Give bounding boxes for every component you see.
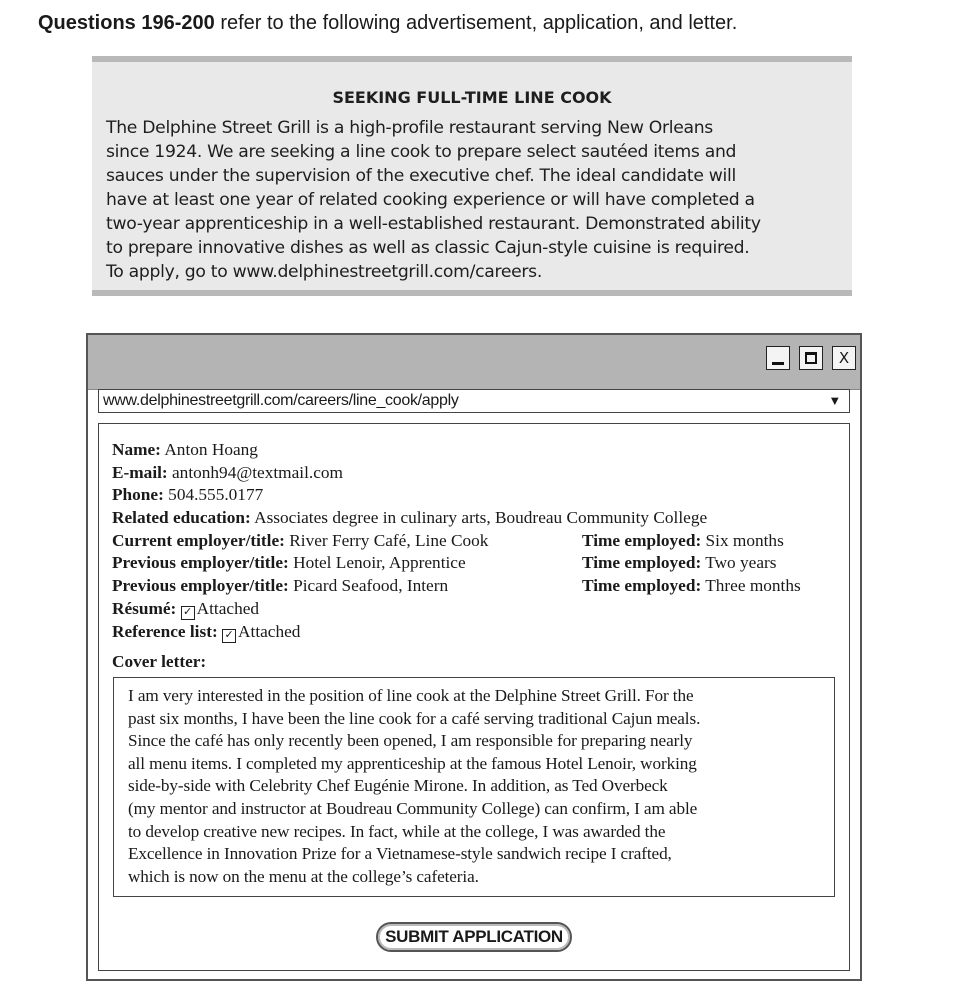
advertisement-top-rule bbox=[92, 56, 852, 62]
employer-value: Hotel Lenoir, Apprentice bbox=[293, 553, 466, 573]
advertisement-title: SEEKING FULL-TIME LINE COOK bbox=[332, 88, 612, 107]
minimize-icon[interactable] bbox=[766, 346, 790, 370]
advertisement-line: have at least one year of related cooking experience or will have completed a bbox=[106, 190, 755, 210]
url-text: www.delphinestreetgrill.com/careers/line_cook/apply bbox=[103, 392, 459, 409]
time-employed-label: Time employed: bbox=[582, 530, 702, 550]
phone-label: Phone: bbox=[112, 485, 164, 505]
cover-letter-line: I am very interested in the position of line cook at the Delphine Street Grill. For the bbox=[128, 686, 694, 705]
time-employed-value: Two years bbox=[705, 553, 777, 573]
education-label: Related education: bbox=[112, 508, 251, 528]
cover-letter-line: (my mentor and instructor at Boudreau Community College) can confirm, I am able bbox=[128, 798, 698, 818]
reference-value: Attached bbox=[238, 621, 301, 641]
name-row bbox=[112, 439, 852, 462]
time-employed-value: Six months bbox=[705, 530, 784, 550]
cover-letter-line: which is now on the menu at the college’s cafeteria. bbox=[128, 866, 479, 886]
employer-label: Previous employer/title: bbox=[112, 553, 289, 573]
phone-value: 504.555.0177 bbox=[168, 485, 264, 505]
employment-row-previous bbox=[112, 575, 852, 598]
advertisement-line: sauces under the supervision of the executive chef. The ideal candidate will bbox=[106, 166, 736, 186]
email-row bbox=[112, 462, 852, 485]
employer-label: Current employer/title: bbox=[112, 530, 285, 550]
checkbox-checked-icon: ✓ bbox=[222, 629, 236, 643]
time-employed bbox=[582, 575, 801, 598]
application-fields bbox=[112, 439, 852, 643]
cover-letter-line: to develop creative new recipes. In fact, while at the college, I was awarded the bbox=[128, 821, 666, 841]
advertisement-line: two-year apprenticeship in a well-established restaurant. Demonstrated ability bbox=[106, 214, 761, 234]
window-titlebar[interactable] bbox=[88, 335, 860, 390]
employer-label: Previous employer/title: bbox=[112, 576, 289, 596]
advertisement-line: since 1924. We are seeking a line cook to prepare select sautéed items and bbox=[106, 142, 737, 162]
cover-letter-line: Since the café has only recently been opened, I am responsible for preparing nearly bbox=[128, 731, 693, 751]
advertisement-line: to prepare innovative dishes as well as classic Cajun-style cuisine is required. bbox=[106, 238, 750, 258]
cover-letter-line: all menu items. I completed my apprenticeship at the famous Hotel Lenoir, working bbox=[128, 753, 697, 773]
time-employed-label: Time employed: bbox=[582, 553, 702, 573]
cover-letter-line: past six months, I have been the line cook for a café serving traditional Cajun meals. bbox=[128, 708, 701, 728]
email-label: E-mail: bbox=[112, 462, 168, 482]
time-employed-value: Three months bbox=[705, 576, 801, 596]
employer-value: Picard Seafood, Intern bbox=[293, 576, 449, 596]
advertisement-line: To apply, go to www.delphinestreetgrill.com/careers. bbox=[106, 262, 542, 282]
resume-value: Attached bbox=[196, 598, 260, 618]
questions-range-label: Questions 196-200 bbox=[38, 12, 215, 34]
name-label: Name: bbox=[112, 440, 161, 459]
cover-letter-text bbox=[128, 685, 828, 888]
advertisement-body bbox=[106, 116, 846, 284]
employment-row-current bbox=[112, 530, 852, 553]
resume-label: Résumé: bbox=[112, 598, 177, 618]
url-bar[interactable] bbox=[98, 389, 850, 413]
resume-row bbox=[112, 598, 852, 621]
employment-row-previous bbox=[112, 552, 852, 575]
education-value: Associates degree in culinary arts, Boudreau Community College bbox=[254, 508, 708, 528]
advertisement-line: The Delphine Street Grill is a high-profile restaurant serving New Orleans bbox=[106, 118, 713, 138]
phone-row bbox=[112, 484, 852, 507]
questions-intro-text: refer to the following advertisement, application, and letter. bbox=[220, 12, 738, 34]
submit-application-button[interactable]: SUBMIT APPLICATION bbox=[376, 922, 572, 952]
checkbox-checked-icon: ✓ bbox=[181, 606, 195, 620]
time-employed bbox=[582, 552, 776, 575]
name-value: Anton Hoang bbox=[164, 440, 258, 459]
time-employed-label: Time employed: bbox=[582, 576, 702, 596]
cover-letter-line: Excellence in Innovation Prize for a Vietnamese-style sandwich recipe I crafted, bbox=[128, 844, 672, 864]
email-value: antonh94@textmail.com bbox=[172, 462, 343, 482]
employer-value: River Ferry Café, Line Cook bbox=[289, 530, 489, 550]
cover-letter-line: side-by-side with Celebrity Chef Eugénie Mirone. In addition, as Ted Overbeck bbox=[128, 776, 668, 796]
maximize-icon[interactable] bbox=[799, 346, 823, 370]
advertisement-bottom-rule bbox=[92, 290, 852, 296]
dropdown-arrow-icon[interactable]: ▼ bbox=[828, 393, 841, 408]
application-browser-window bbox=[86, 333, 862, 981]
education-row bbox=[112, 507, 852, 530]
question-header bbox=[38, 12, 737, 35]
reference-label: Reference list: bbox=[112, 621, 218, 641]
cover-letter-label: Cover letter: bbox=[112, 652, 207, 671]
reference-row bbox=[112, 621, 852, 644]
close-icon[interactable]: X bbox=[832, 346, 856, 370]
time-employed bbox=[582, 530, 784, 553]
